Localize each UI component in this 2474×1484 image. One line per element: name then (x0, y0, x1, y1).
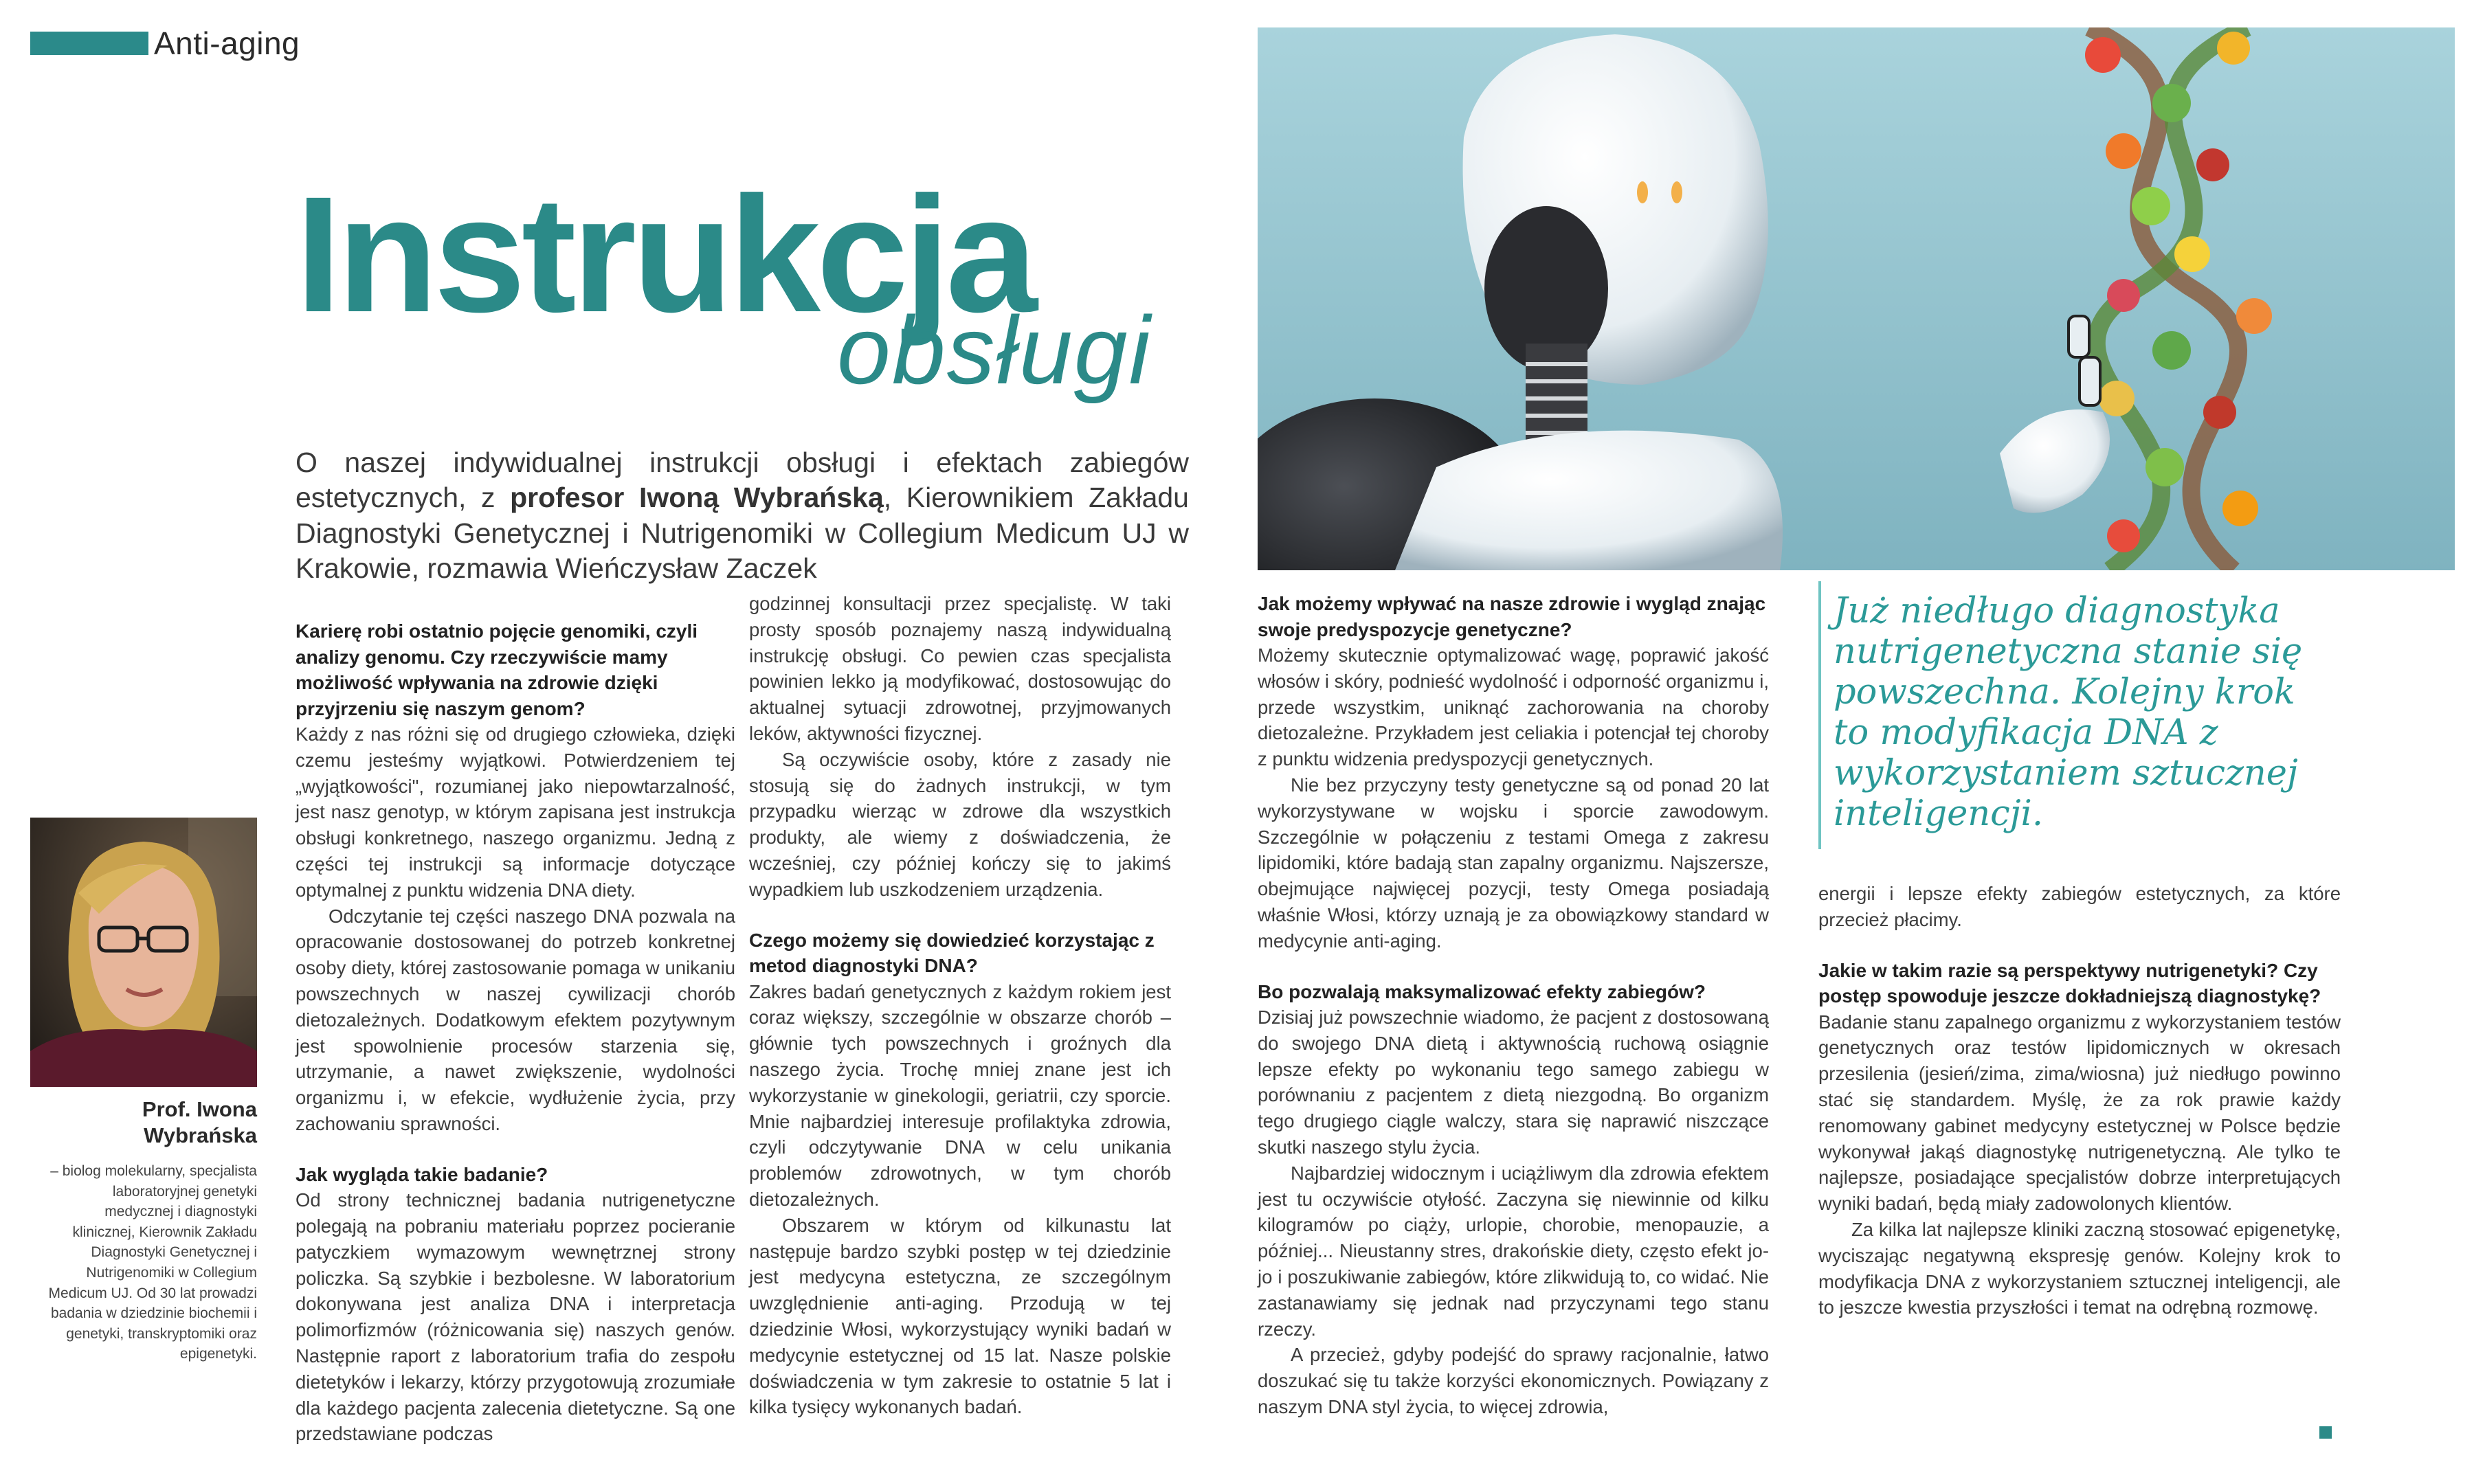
paragraph: Dzisiaj już powszechnie wiadomo, że pacjent z dostosowaną do swojego DNA dietą i aktywnością ruchową osiągnie lepsze efekty po wykonaniu tego samego zabiegu w porównaniu z pacjentem z dietą niezgodną. Bo organizm tego drugiego ciągle walczy, stara się naprawić niszczące skutki naszego stylu życia. (1258, 1007, 1769, 1158)
lead-text-start: O naszej indywidualnej instrukcji obsługi i efektach zabiegów estetycznych, z (296, 447, 1189, 514)
column-2 (749, 591, 1171, 1420)
lead-text-end: , Kierownikiem Zakładu Diagnostyki Genetycznej i Nutrigenomiki w Collegium Medicum UJ w Krakowie, rozmawia Wieńczysław Zaczek (296, 482, 1189, 584)
pull-quote: Już niedługo diagnostyka nutrigenetyczna stanie się powszechna. Kolejny krok to modyfikacja DNA z wykorzystaniem sztucznej inteligencji. (1834, 591, 2303, 834)
paragraph: Badanie stanu zapalnego organizmu z wykorzystaniem testów genetycznych oraz testów lipidomicznych w okresach przesilenia (jesień/zima, zima/wiosna) już niedługo powinno stać się standardem. Myślę, że za rok prawie każdy renomowany gabinet medycyny estetycznej w Polsce będzie wykonywał jakąś diagnostykę nutrigenetyczną. Ale tylko te najlepsze, posiadające specjalistów dobrze interpretujących wyniki badań, będą miały zadowolonych klientów. (1818, 1011, 2341, 1215)
paragraph: Każdy z nas różni się od drugiego człowieka, dzięki czemu jesteśmy wyjątkowi. Potwierdzeniem tej „wyjątkowości", rozumianej jako niepowtarzalność, jest nasz genotyp, w którym zapisana jest instrukcja obsługi konkretnego, naszego organizmu. Jedną z części tej instrukcji są informacje dotyczące optymalnej z punktu widzenia DNA diety. (296, 723, 735, 901)
paragraph: Zakres badań genetycznych z każdym rokiem jest coraz większy, szczególnie w obszarze chorób – głównie tych powszechnych i groźnych dla naszego życia. Trochę mniej znane jest ich wykorzystanie w ginekologii, geriatrii, czy sporcie. Mnie najbardziej interesuje profilaktyka zdrowia, czyli odczytywanie DNA w celu unikania problemów zdrowotnych, w tym chorób dietozależnych. (749, 980, 1171, 1210)
paragraph: Są oczywiście osoby, które z zasady nie stosują się do żadnych instrukcji, w tym przypadku wierząc w zdrowe dla wszystkich produkty, ale wiemy z doświadczenia, że wcześniej, czy później kończy się to jakimś wypadkiem lub uszkodzeniem urządzenia. (749, 748, 1171, 900)
paragraph: Możemy skutecznie optymalizować wagę, poprawić jakość włosów i skóry, podnieść wydolność i odporność organizmu i, przede wszystkim, uniknąć zachorowania na choroby dietozależne. Przykładem jest celiakia i potencjał tej choroby z punktu widzenia predyspozycji genetycznych. (1258, 644, 1769, 770)
question-heading: Bo pozwalają maksymalizować efekty zabiegów? (1258, 980, 1706, 1002)
question-heading: Czego możemy się dowiedzieć korzystając z metod diagnostyki DNA? (749, 929, 1155, 977)
article-lead (296, 445, 1189, 586)
portrait-icon (30, 818, 257, 1087)
paragraph: Najbardziej widocznym i uciążliwym dla zdrowia efektem jest tu oczywiście otyłość. Zaczyna się niewinnie od kilku kilogramów po ciąży, urlopie, chorobie, menopauzie, a później... Nieustanny stres, drakońskie diety, często efekt jo-jo i poszukiwanie zabiegów, które zlikwidują to, co widać. Nie zastanawiamy się jednak nad przyczynami tego stanu rzeczy. (1258, 1162, 1769, 1340)
paragraph: A przecież, gdyby podejść do sprawy racjonalnie, łatwo doszukać się tu także korzyści ekonomicznych. Powiązany z naszym DNA styl życia, to więcej zdrowia, (1258, 1344, 1769, 1418)
question-heading: Karierę robi ostatnio pojęcie genomiki, czyli analizy genomu. Czy rzeczywiście mamy możliwość wpływania na zdrowie dzięki przyjrzeniu się naszym genom? (296, 620, 698, 719)
section-bar (30, 32, 148, 55)
robot-dna-illustration-icon (1258, 27, 2455, 570)
column-1 (296, 618, 735, 1447)
section-label: Anti-aging (154, 25, 300, 61)
article-title: Instrukcja (296, 162, 1034, 346)
caption-name: Prof. Iwona Wybrańska (142, 1097, 257, 1147)
end-mark (2319, 1426, 2332, 1439)
caption-text: – biolog molekularny, specjalista laboratoryjnej genetyki medycznej i diagnostyki klinicznej, Kierownik Zakładu Diagnostyki Genetycznej i Nutrigenomiki w Collegium Medicum UJ. Od 30 lat prowadzi badania w dziedzinie biochemii i genetyki, transkryptomiki oraz epigenetyki. (48, 1163, 257, 1362)
paragraph: godzinnej konsultacji przez specjalistę. W taki prosty sposób poznajemy naszą indywidualną instrukcję obsługi. Co pewien czas specjalista powinien lekko ją modyfikować, dostosowując do aktualnej sytuacji zdrowotnej, przyjmowanych leków, aktywności fizycznej. (749, 593, 1171, 744)
article-subtitle: obsługi (837, 296, 1152, 404)
paragraph: energii i lepsze efekty zabiegów estetycznych, za które przecież płacimy. (1818, 883, 2341, 930)
column-3 (1258, 591, 1769, 1420)
paragraph: Nie bez przyczyny testy genetyczne są od ponad 20 lat wykorzystywane w wojsku i sporcie zawodowym. Szczególnie w połączeniu z testami Omega z zakresu lipidomiki, które badają stan zapalny organizmu. Najszersze, obejmujące najwięcej pozycji, testy Omega posiadają właśnie Włosi, którzy uznają je za obowiązkowy standard w medycynie anti-aging. (1258, 774, 1769, 952)
paragraph: Odczytanie tej części naszego DNA pozwala na opracowanie dostosowanej do potrzeb konkretnej osoby diety, której zastosowanie pomaga w unikaniu powszechnych w naszej cywilizacji chorób dietozależnych. Dodatkowym efektem pozytywnym jest spowolnienie procesów starzenia się, utrzymanie, a nawet zwiększenie, wydolności organizmu i, w efekcie, wydłużenie życia, przy zachowaniu sprawności. (296, 905, 735, 1134)
question-heading: Jakie w takim razie są perspektywy nutrigenetyki? Czy postęp spowoduje jeszcze dokładniejszą diagnostykę? (1818, 959, 2321, 1007)
lead-interviewee: profesor Iwoną Wybrańską (510, 482, 884, 514)
paragraph: Od strony technicznej badania nutrigenetyczne polegają na pobraniu materiału poprzez pocieranie patyczkiem wymazowym wewnętrznej strony policzka. Są szybkie i bezbolesne. W laboratorium dokonywana jest analiza DNA i interpretacja polimorfizmów (różnicowania się) naszych genów. Następnie raport z laboratorium trafia do zespołu dietetyków i lekarzy, którzy przygotowują zrozumiałe dla każdego pacjenta zalecenia dietetyczne. Są one przedstawiane podczas (296, 1189, 735, 1445)
paragraph: Obszarem w którym od kilkunastu lat następuje bardzo szybki postęp w tej dziedzinie jest medycyna estetyczna, ze szczególnym uwzględnienie anti-aging. Przodują w tej dziedzinie Włosi, wykorzystujący wyniki badań w medycynie estetycznej od 15 lat. Nasze polskie doświadczenia w tym zakresie to ostatnie 5 lat i kilka tysięcy wykonanych badań. (749, 1214, 1171, 1418)
question-heading: Jak możemy wpływać na nasze zdrowie i wygląd znając swoje predyspozycje genetyczne? (1258, 593, 1766, 640)
quote-rule (1818, 581, 1821, 849)
portrait-photo (30, 818, 257, 1087)
hero-image (1258, 27, 2455, 570)
question-heading: Jak wygląda takie badanie? (296, 1163, 548, 1185)
column-4 (1818, 881, 2341, 1320)
paragraph: Za kilka lat najlepsze kliniki zaczną stosować epigenetykę, wyciszając negatywną ekspresję genów. Kolejny krok to modyfikacja DNA z wykorzystaniem sztucznej inteligencji, ale to jeszcze kwestia przyszłości i temat na odrębną rozmowę. (1818, 1218, 2341, 1318)
